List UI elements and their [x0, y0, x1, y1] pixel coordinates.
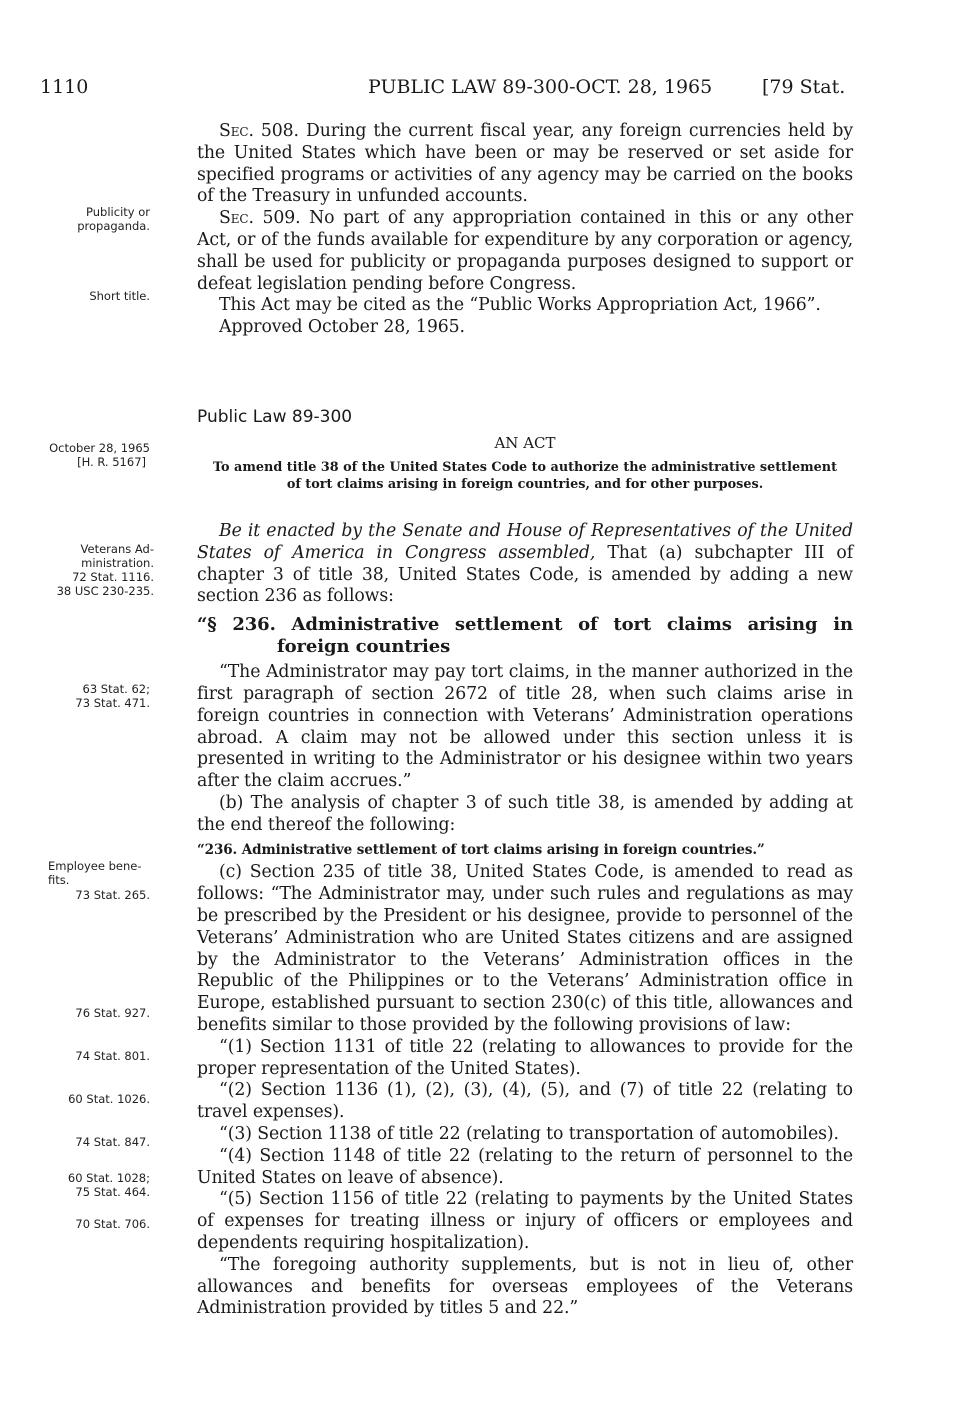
margin-note-line: October 28, 1965	[49, 441, 150, 455]
margin-note-line: propaganda.	[77, 219, 150, 233]
provision-item: “(4) Section 1148 of title 22 (relating to the return of personnel to the United States on leave of absence).	[197, 1145, 853, 1188]
sections-block	[197, 121, 853, 339]
approved-line: Approved October 28, 1965.	[219, 317, 465, 338]
margin-note-stat-63	[40, 682, 150, 710]
margin-note-line: [H. R. 5167]	[77, 455, 146, 469]
margin-note-stat-74-801: 74 Stat. 801.	[75, 1049, 150, 1063]
section-236-body: “The Administrator may pay tort claims, in the manner authorized in the first paragraph of section 2672 of title 28, when such claims arise in foreign countries in connection with Veterans’ Administration operations abroad. A claim may not be allowed under this section unless it is presented in writing to the Administrator or his designee within two years after the claim accrues.”	[197, 662, 853, 792]
provision-item: “(5) Section 1156 of title 22 (relating to payments by the United States of expenses for treating illness or injury of officers or employees and dependents requiring hospitalization).	[197, 1189, 853, 1253]
margin-note-line: 63 Stat. 62;	[82, 682, 150, 696]
margin-note-stat-76-927: 76 Stat. 927.	[75, 1006, 150, 1020]
section-508	[197, 121, 853, 208]
page-number: 1110	[40, 76, 89, 98]
margin-note-stat-70-706: 70 Stat. 706.	[75, 1217, 150, 1231]
margin-note-short-title: Short title.	[89, 289, 150, 303]
section-509-text: 509. No part of any appropriation contained in this or any other Act, or of the funds available for expenditure by any corporation or agency, shall be used for publicity or propaganda purposes designed to support or defeat legislation pending before Congress.	[197, 208, 853, 294]
provision-item: “(1) Section 1131 of title 22 (relating to allowances to provide for the proper representation of the United States).	[197, 1036, 853, 1079]
paragraph-b: (b) The analysis of chapter 3 of such title 38, is amended by adding at the end thereof the following:	[197, 792, 853, 835]
margin-note-line: fits.	[48, 873, 70, 887]
margin-note-line: 75 Stat. 464.	[75, 1185, 150, 1199]
paragraph-c: (c) Section 235 of title 38, United States Code, is amended to read as follows: “The Administrator may, under such rules and regulations as may be prescribed by the President or his designee, provide to personnel of the Veterans’ Administration who are United States citizens and are assigned by the Administrator to the Veterans’ Administration offices in the Republic of the Philippines or to the Veterans’ Administration office in Europe, established pursuant to section 230(c) of this title, allowances and benefits similar to those provided by the following provisions of law:	[197, 862, 853, 1035]
section-508-text: 508. During the current fiscal year, any foreign currencies held by the United States which have been or may be reserved or set aside for specified programs or activities of any agency may be carried on the books of the Treasury in unfunded accounts.	[197, 121, 853, 207]
analysis-line: “236. Administrative settlement of tort claims arising in foreign countries.”	[197, 841, 765, 858]
margin-note-stat-74-847: 74 Stat. 847.	[75, 1135, 150, 1149]
margin-note-line: Publicity or	[86, 205, 150, 219]
margin-note-line: 72 Stat. 1116.	[72, 570, 154, 584]
section-label: Sec.	[219, 208, 254, 229]
margin-note-stat-60-1028	[40, 1171, 150, 1199]
margin-note-line: Veterans Ad-	[80, 542, 154, 556]
margin-note-publicity	[48, 205, 150, 233]
running-title: PUBLIC LAW 89-300-OCT. 28, 1965	[368, 76, 713, 98]
margin-note-line: ministration.	[81, 556, 154, 570]
margin-note-line: 38 USC 230-235.	[56, 584, 154, 598]
enacting-formula: Be it enacted by the Senate and House of Representatives of the United States of America in Congress assembled,	[197, 521, 853, 563]
an-act-heading: AN ACT	[494, 434, 556, 452]
margin-note-date	[40, 441, 150, 469]
public-law-heading: Public Law 89-300	[197, 407, 353, 427]
closing-paragraph: “The foregoing authority supplements, but is not in lieu of, other allowances and benefits for overseas employees of the Veterans Administration provided by titles 5 and 22.”	[197, 1254, 853, 1319]
section-label: Sec.	[219, 121, 254, 141]
short-title: This Act may be cited as the “Public Works Appropriation Act, 1966”.	[219, 295, 821, 316]
margin-note-stat-60-1026: 60 Stat. 1026.	[68, 1092, 150, 1106]
volume-reference: [79 Stat.	[762, 76, 846, 98]
section-236-heading: “§ 236. Administrative settlement of tort claims arising in foreign countries	[197, 614, 853, 658]
section-509	[197, 208, 853, 295]
provision-item: “(3) Section 1138 of title 22 (relating to transportation of automobiles).	[219, 1123, 839, 1144]
margin-note-employee-benefits	[48, 859, 158, 887]
margin-note-veterans	[40, 542, 154, 598]
act-purpose: To amend title 38 of the United States Code to authorize the administrative settlement of tort claims arising in foreign countries, and for other purposes.	[213, 460, 837, 492]
margin-note-line: 60 Stat. 1028;	[67, 1171, 150, 1185]
margin-note-line: 73 Stat. 471.	[75, 696, 150, 710]
enacting-rest: That (a) subchapter III of chapter 3 of title 38, United States Code, is amended by adding a new section 236 as follows:	[197, 542, 854, 607]
enacting-clause	[197, 521, 853, 608]
margin-note-stat-73-265: 73 Stat. 265.	[75, 888, 150, 902]
act-body	[197, 521, 853, 1320]
provision-item: “(2) Section 1136 (1), (2), (3), (4), (5), and (7) of title 22 (relating to travel expenses).	[197, 1080, 853, 1123]
margin-note-line: Employee bene-	[48, 859, 142, 873]
